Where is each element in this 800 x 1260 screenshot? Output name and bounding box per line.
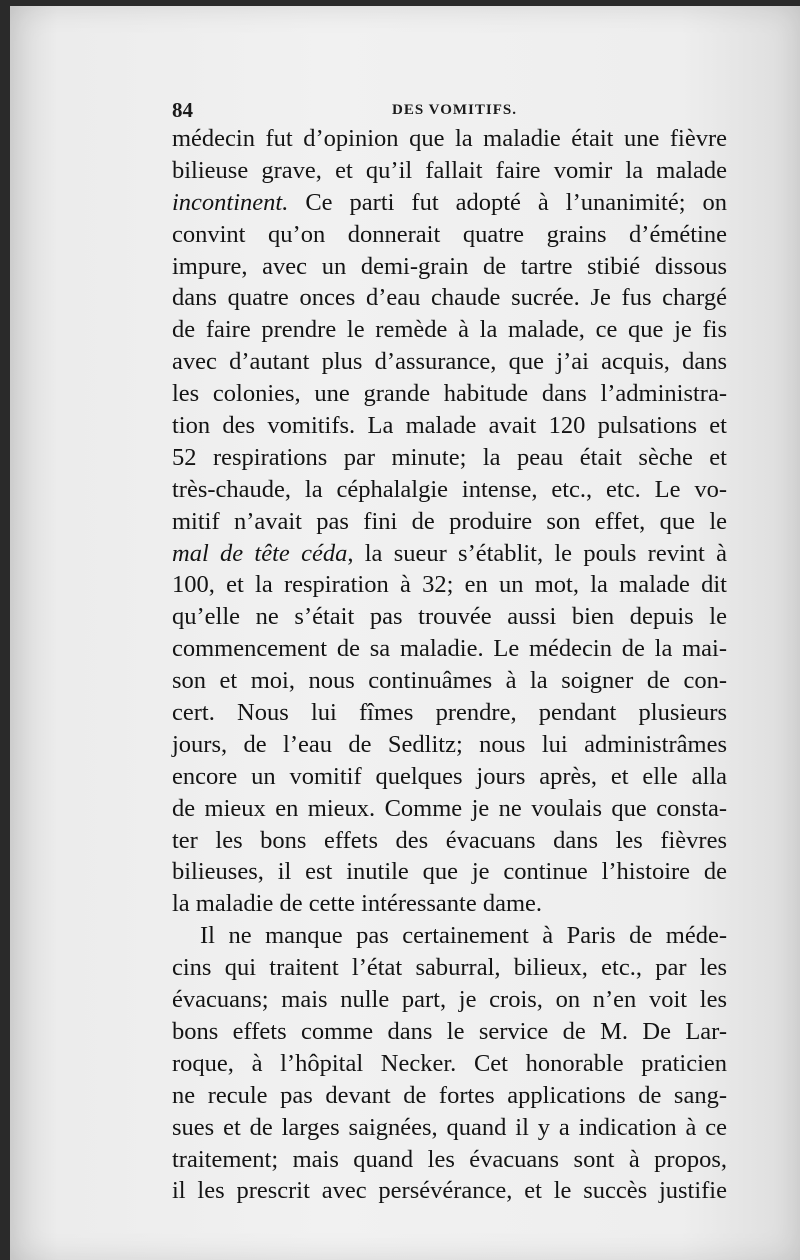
- paragraph-1-line: 100, et la respiration à 32; en un mot, la malade dit: [172, 571, 727, 599]
- paragraph-2-line: évacuans; mais nulle part, je crois, on n’en voit les: [172, 986, 727, 1014]
- paragraph-1-line: les colonies, une grande habitude dans l’administra-: [172, 380, 727, 408]
- paragraph-1-line: qu’elle ne s’était pas trouvée aussi bien depuis le: [172, 603, 727, 631]
- paragraph-1-line: tion des vomitifs. La malade avait 120 pulsations et: [172, 412, 727, 440]
- italic-phrase: mal de tête céda: [172, 539, 348, 567]
- paragraph-1-line: de mieux en mieux. Comme je ne voulais que consta-: [172, 794, 727, 822]
- paragraph-1-line: de faire prendre le remède à la malade, ce que je fis: [172, 316, 727, 344]
- body-text: [172, 123, 727, 1207]
- paragraph-2-line: traitement; mais quand les évacuans sont à propos,: [172, 1145, 727, 1173]
- paragraph-1-line: [172, 538, 727, 570]
- page-header: [172, 98, 732, 126]
- paragraph-1-line: dans quatre onces d’eau chaude sucrée. Je fus chargé: [172, 284, 727, 312]
- paragraph-1-line: ter les bons effets des évacuans dans les fièvres: [172, 826, 727, 854]
- paragraph-1-line: jours, de l’eau de Sedlitz; nous lui administrâmes: [172, 730, 727, 758]
- paragraph-2-line: cins qui traitent l’état saburral, bilieux, etc., par les: [172, 954, 727, 982]
- paragraph-1-line: cert. Nous lui fîmes prendre, pendant plusieurs: [172, 699, 727, 727]
- paragraph-2-line: bons effets comme dans le service de M. De Lar-: [172, 1017, 727, 1045]
- page-number: 84: [172, 98, 193, 122]
- paragraph-1-line: 52 respirations par minute; la peau était sèche et: [172, 443, 727, 471]
- paragraph-2-line: il les prescrit avec persévérance, et le succès justifie: [172, 1177, 727, 1205]
- paragraph-2-line: sues et de larges saignées, quand il y a indication à ce: [172, 1113, 727, 1141]
- paragraph-1-line: médecin fut d’opinion que la maladie était une fièvre: [172, 125, 727, 152]
- paragraph-1-line: convint qu’on donnerait quatre grains d’émétine: [172, 220, 727, 248]
- paragraph-2-line: ne recule pas devant de fortes applications de sang-: [172, 1081, 727, 1109]
- paragraph-1-line: mitif n’avait pas fini de produire son effet, que le: [172, 507, 727, 535]
- line-text: , la sueur s’établit, le pouls revint à: [347, 539, 727, 567]
- paragraph-1-line: bilieuses, il est inutile que je continue l’histoire de: [172, 858, 727, 886]
- paragraph-1-line: bilieuse grave, et qu’il fallait faire vomir la malade: [172, 156, 727, 184]
- paragraph-2-line: roque, à l’hôpital Necker. Cet honorable praticien: [172, 1049, 727, 1077]
- paragraph-1-line: encore un vomitif quelques jours après, et elle alla: [172, 762, 727, 790]
- line-text: Ce parti fut adopté à l’unanimité; on: [288, 188, 727, 216]
- paragraph-1-line: son et moi, nous continuâmes à la soigner de con-: [172, 667, 727, 695]
- italic-phrase: incontinent.: [172, 188, 289, 216]
- paragraph-1-line: avec d’autant plus d’assurance, que j’ai acquis, dans: [172, 348, 727, 376]
- paragraph-2-line: Il ne manque pas certainement à Paris de méde-: [200, 922, 727, 950]
- paragraph-1-line: [172, 187, 727, 219]
- running-head: DES VOMITIFS.: [392, 102, 517, 118]
- paragraph-1-line: impure, avec un demi-grain de tartre stibié dissous: [172, 252, 727, 280]
- paragraph-1-line: la maladie de cette intéressante dame.: [172, 890, 543, 918]
- paragraph-1-line: très-chaude, la céphalalgie intense, etc., etc. Le vo-: [172, 475, 727, 503]
- paragraph-1-line: commencement de sa maladie. Le médecin de la mai-: [172, 635, 727, 663]
